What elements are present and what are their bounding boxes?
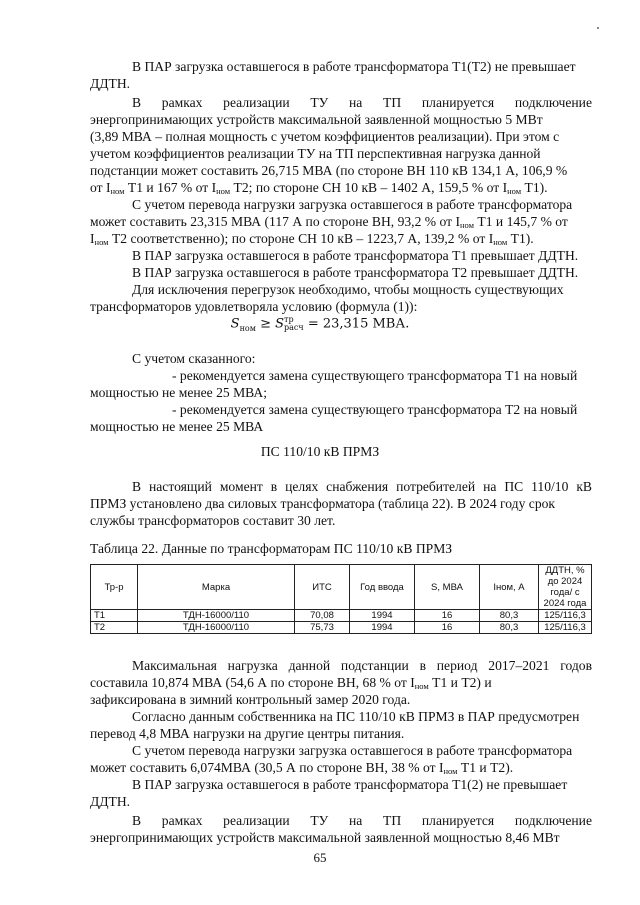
table-cell: Т2 <box>91 622 138 634</box>
text-line: В ПАР загрузка оставшегося в работе трансформатора Т1(2) не превышает <box>132 777 568 792</box>
text-line: перевод 4,8 МВА нагрузки на другие центры питания. <box>90 726 405 741</box>
text-line: Согласно данным собственника на ПС 110/10 кВ ПРМЗ в ПАР предусмотрен <box>132 709 580 724</box>
section-heading: ПС 110/10 кВ ПРМЗ <box>260 444 380 459</box>
text-line: ДДТН. <box>90 794 131 809</box>
text-line: трансформаторов удовлетворяла условию (формула (1)): <box>90 299 418 314</box>
header-cell: Год ввода <box>350 565 415 610</box>
text-line: (3,89 МВА – полная мощность с учетом коэффициентов реализации). При этом с <box>90 129 560 144</box>
table-row <box>91 610 592 622</box>
text-line: зафиксирована в зимний контрольный замер 2020 года. <box>90 692 411 707</box>
text-line: - рекомендуется замена существующего трансформатора Т1 на новый <box>172 368 578 383</box>
header-cell: Марка <box>138 565 295 610</box>
formula: $S_{ном}$ ≥ Sтр расч = 23,315 МВА. <box>230 315 410 334</box>
text-line: составила 10,874 МВА (54,6 А по стороне ВН, 68 % от $I_{ном}$ Т1 и Т2) и <box>90 675 492 691</box>
text-line: ДДТН. <box>90 76 131 91</box>
text-line: может составить 23,315 МВА (117 А по стороне ВН, 93,2 % от $I_{ном}$ Т1 и 145,7 % от <box>90 214 568 230</box>
table-cell: ТДН-16000/110 <box>138 622 295 634</box>
text-line: В настоящий момент в целях снабжения потребителей на ПС 110/10 кВ <box>132 479 592 494</box>
table-cell: 125/116,3 <box>539 610 592 622</box>
header-cell: S, МВА <box>415 565 480 610</box>
text-line: В ПАР загрузка оставшегося в работе трансформатора Т1 превышает ДДТН. <box>132 248 579 263</box>
text-line: мощностью не менее 25 МВА; <box>90 385 267 400</box>
page-number: 65 <box>313 850 327 865</box>
table-cell: 16 <box>415 622 480 634</box>
text-line: подстанции может составить 26,715 МВА (по стороне ВН 110 кВ 134,1 А, 106,9 % <box>90 163 568 178</box>
text-line: - рекомендуется замена существующего трансформатора Т2 на новый <box>172 402 578 417</box>
table-cell: 75,73 <box>295 622 350 634</box>
transformer-table <box>90 564 592 634</box>
text-line: С учетом перевода нагрузки загрузка оставшегося в работе трансформатора <box>132 197 573 212</box>
text-line: С учетом перевода нагрузки загрузка оставшегося в работе трансформатора <box>132 743 573 758</box>
text-line: В рамках реализации ТУ на ТП планируется подключение <box>132 813 592 828</box>
text-line: мощностью не менее 25 МВА <box>90 419 264 434</box>
table-cell: 70,08 <box>295 610 350 622</box>
text-line: энергопринимающих устройств максимальной заявленной мощностью 5 МВт <box>90 112 543 127</box>
table-cell: 125/116,3 <box>539 622 592 634</box>
text-line: $I_{ном}$ Т2 соответственно); по стороне СН 10 кВ – 1223,7 А, 139,2 % от $I_{ном}$ Т1). <box>90 231 534 247</box>
text-line: Максимальная нагрузка данной подстанции в период 2017–2021 годов <box>132 658 592 673</box>
table-cell: 1994 <box>350 622 415 634</box>
header-cell: Тр-р <box>91 565 138 610</box>
text-line: В ПАР загрузка оставшегося в работе трансформатора Т1(Т2) не превышает <box>132 59 576 74</box>
header-cell: Iном, А <box>480 565 539 610</box>
table-header-row <box>91 565 592 610</box>
table-cell: 80,3 <box>480 610 539 622</box>
text-line: В рамках реализации ТУ на ТП планируется подключение <box>132 95 592 110</box>
header-cell: ДДТН, % до 2024 года/ с 2024 года <box>539 565 592 610</box>
text-line: может составить 6,074МВА (30,5 А по стороне ВН, 38 % от $I_{ном}$ Т1 и Т2). <box>90 760 514 776</box>
table-cell: 80,3 <box>480 622 539 634</box>
table-cell: ТДН-16000/110 <box>138 610 295 622</box>
text-line: С учетом сказанного: <box>132 351 256 366</box>
table-row <box>91 622 592 634</box>
text-line: учетом коэффициентов реализации ТУ на ТП перспективная нагрузка данной <box>90 146 541 161</box>
text-line: энергопринимающих устройств максимальной заявленной мощностью 8,46 МВт <box>90 830 560 845</box>
text-line: службы трансформаторов составит 30 лет. <box>90 513 336 528</box>
table-cell: 1994 <box>350 610 415 622</box>
text-line: от $I_{ном}$ Т1 и 167 % от $I_{ном}$ Т2; по стороне СН 10 кВ – 1402 А, 159,5 % от $I_{ном}$ Т1). <box>90 180 548 196</box>
table-cell: Т1 <box>91 610 138 622</box>
table-cell: 16 <box>415 610 480 622</box>
header-cell: ИТС <box>295 565 350 610</box>
text-line: ПРМЗ установлено два силовых трансформатора (таблица 22). В 2024 году срок <box>90 496 556 511</box>
text-line: В ПАР загрузка оставшегося в работе трансформатора Т2 превышает ДДТН. <box>132 265 579 280</box>
text-line: Для исключения перегрузок необходимо, чтобы мощность существующих <box>132 282 564 297</box>
table-caption: Таблица 22. Данные по трансформаторам ПС 110/10 кВ ПРМЗ <box>90 541 453 556</box>
scan-speck <box>597 27 599 29</box>
